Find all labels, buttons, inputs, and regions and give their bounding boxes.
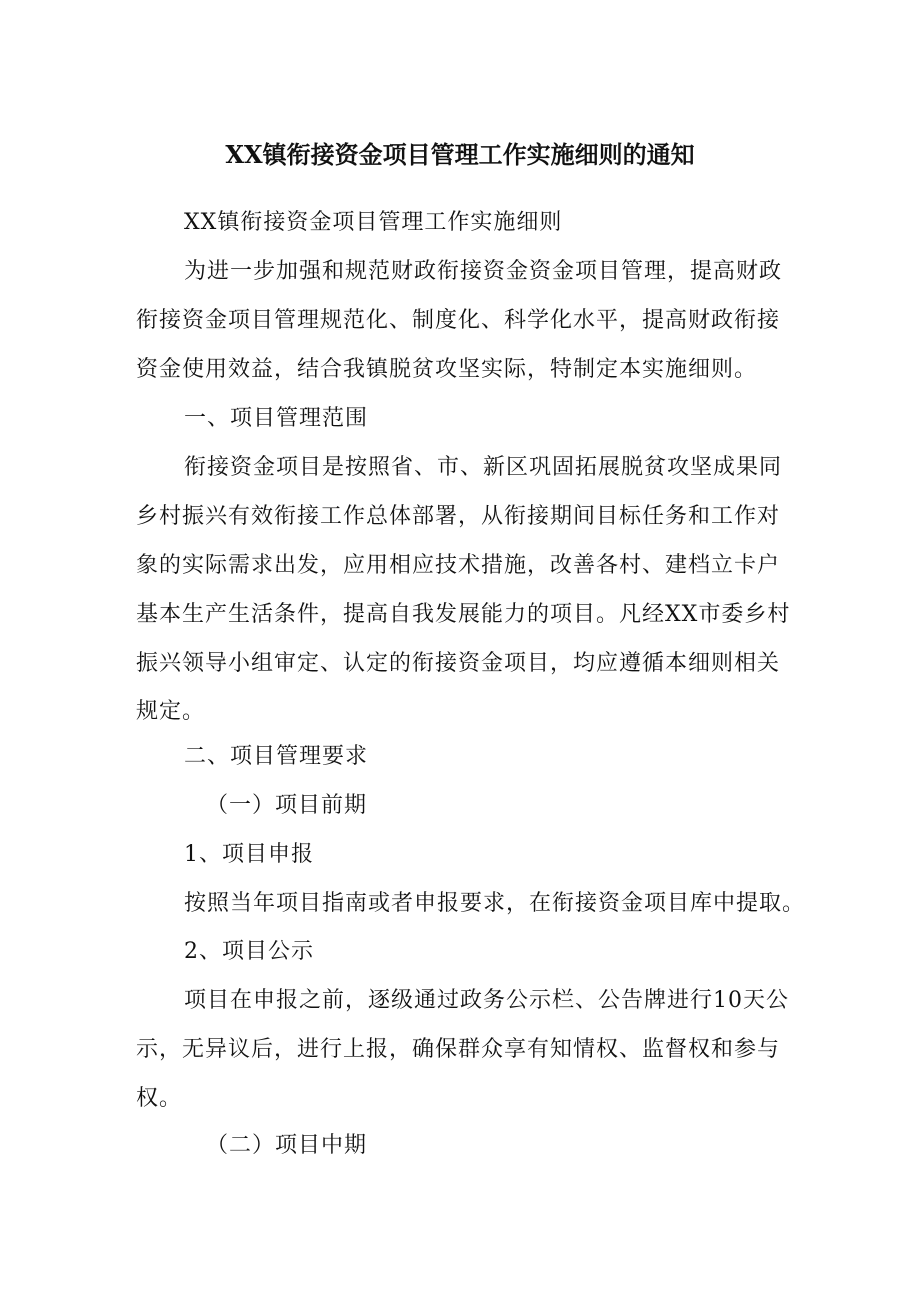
subsection-heading: （二）项目中期 bbox=[206, 1133, 368, 1158]
document-subtitle: XX镇衔接资金项目管理工作实施细则 bbox=[184, 210, 563, 235]
section-heading: 一、项目管理范围 bbox=[184, 406, 369, 431]
paragraph-line: 衔接资金项目是按照省、市、新区巩固拓展脱贫攻坚成果同 bbox=[184, 455, 783, 480]
paragraph-line: 资金使用效益，结合我镇脱贫攻坚实际，特制定本实施细则。 bbox=[136, 357, 758, 382]
paragraph-line: 乡村振兴有效衔接工作总体部署，从衔接期间目标任务和工作对 bbox=[136, 504, 781, 529]
paragraph-line: 衔接资金项目管理规范化、制度化、科学化水平，提高财政衔接 bbox=[136, 308, 781, 333]
paragraph-line: 按照当年项目指南或者申报要求，在衔接资金项目库中提取。 bbox=[184, 891, 806, 916]
paragraph-line: 示，无异议后，进行上报，确保群众享有知情权、监督权和参与 bbox=[136, 1037, 781, 1062]
paragraph-line: 为进一步加强和规范财政衔接资金资金项目管理，提高财政 bbox=[184, 259, 783, 284]
subsection-heading: （一）项目前期 bbox=[206, 793, 368, 818]
paragraph-line: 象的实际需求出发，应用相应技术措施，改善各村、建档立卡户 bbox=[136, 553, 781, 578]
paragraph-line: 基本生产生活条件，提高自我发展能力的项目。凡经XX市委乡村 bbox=[136, 602, 791, 627]
item-heading: 2、项目公示 bbox=[184, 939, 314, 964]
paragraph-line: 振兴领导小组审定、认定的衔接资金项目，均应遵循本细则相关 bbox=[136, 651, 781, 676]
paragraph-line: 项目在申报之前，逐级通过政务公示栏、公告牌进行10天公 bbox=[184, 988, 789, 1013]
item-heading: 1、项目申报 bbox=[184, 842, 314, 867]
document-title: XX镇衔接资金项目管理工作实施细则的通知 bbox=[225, 140, 695, 169]
section-heading: 二、项目管理要求 bbox=[184, 744, 369, 769]
paragraph-line: 规定。 bbox=[136, 699, 206, 724]
paragraph-line: 权。 bbox=[136, 1086, 183, 1111]
